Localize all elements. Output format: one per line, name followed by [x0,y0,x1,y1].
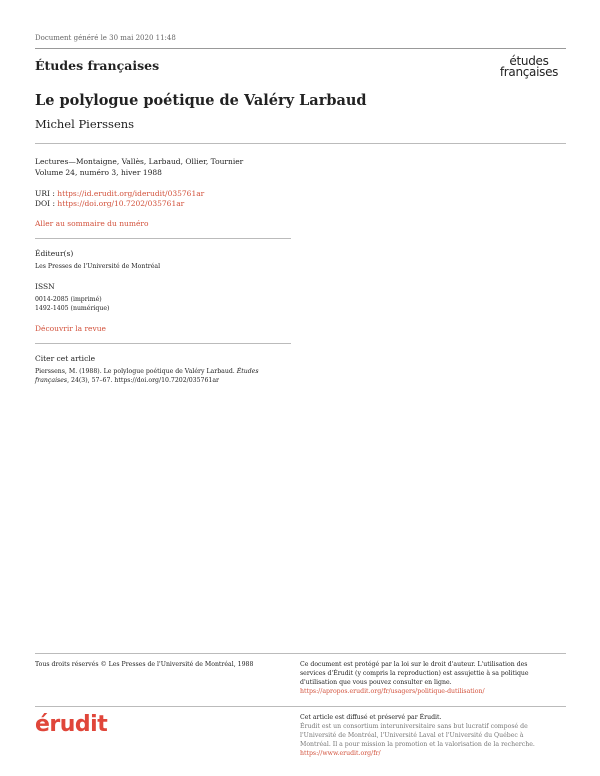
header-rule [35,48,566,49]
erudit-about [300,713,566,758]
issn-heading: ISSN [35,282,55,291]
journal-logo-line1: études [509,54,549,68]
section-name: Lectures—Montaigne, Vallès, Larbaud, Ollier, Tournier [35,157,244,166]
about-line-3: Montréal. Il a pour mission la promotion et la valorisation de la recherche. [300,741,535,748]
citation-text [35,368,275,385]
about-line-2: l'Université de Montréal, l'Université Laval et l'Université du Québec à [300,732,524,739]
citation-line-2 [35,377,275,386]
rights-statement: Tous droits réservés © Les Presses de l'Université de Montréal, 1988 [35,661,254,668]
uri-link[interactable]: https://id.erudit.org/iderudit/035761ar [57,189,205,198]
copyright-line-2: services d'Érudit (y compris la reproduction) est assujettie à sa politique [300,670,529,677]
issn-print: 0014-2085 (imprimé) [35,296,102,303]
diffusion-statement: Cet article est diffusé et préservé par Érudit. [300,714,442,721]
about-line-1: Érudit est un consortium interuniversitaire sans but lucratif composé de [300,723,528,730]
copyright-line-1: Ce document est protégé par la loi sur le droit d'auteur. L'utilisation des [300,661,528,668]
erudit-site-link[interactable]: https://www.erudit.org/fr/ [300,750,381,757]
citation-journal-part1: Études [236,368,259,375]
divider [35,343,291,344]
footer-divider [35,653,566,654]
citation-line-1 [35,368,275,377]
generated-date: Document généré le 30 mai 2020 11:48 [35,34,176,42]
journal-logo-line2: françaises [499,65,559,79]
erudit-logo: érudit [35,712,108,737]
issn-digital: 1492-1405 (numérique) [35,305,110,312]
toc-link[interactable]: Aller au sommaire du numéro [35,219,149,228]
copyright-line-3: d'utilisation que vous pouvez consulter en ligne. [300,679,452,686]
citation-prefix: Pierssens, M. (1988). Le polylogue poétique de Valéry Larbaud. [35,368,237,375]
doi-link[interactable]: https://doi.org/10.7202/035761ar [57,199,185,208]
citation-heading: Citer cet article [35,354,96,363]
uri-label: URI : [35,189,58,198]
journal-name: Études françaises [35,58,160,73]
copyright-notice [300,660,566,696]
article-title: Le polylogue poétique de Valéry Larbaud [35,92,367,109]
publisher-heading: Éditeur(s) [35,249,74,258]
doi-label: DOI : [35,199,58,208]
journal-logo [492,56,566,78]
publisher-name: Les Presses de l'Université de Montréal [35,263,161,270]
policy-link[interactable]: https://apropos.erudit.org/fr/usagers/politique-dutilisation/ [300,688,485,695]
article-author: Michel Pierssens [35,117,135,131]
divider [35,143,566,144]
discover-journal-link[interactable]: Découvrir la revue [35,324,106,333]
footer-divider [35,706,566,707]
citation-rest: , 24(3), 57–67. https://doi.org/10.7202/035761ar [67,376,220,384]
divider [35,238,291,239]
volume-info: Volume 24, numéro 3, hiver 1988 [35,168,162,177]
doi-line [35,199,184,208]
citation-journal-part2: françaises [35,376,68,384]
uri-line [35,189,204,198]
